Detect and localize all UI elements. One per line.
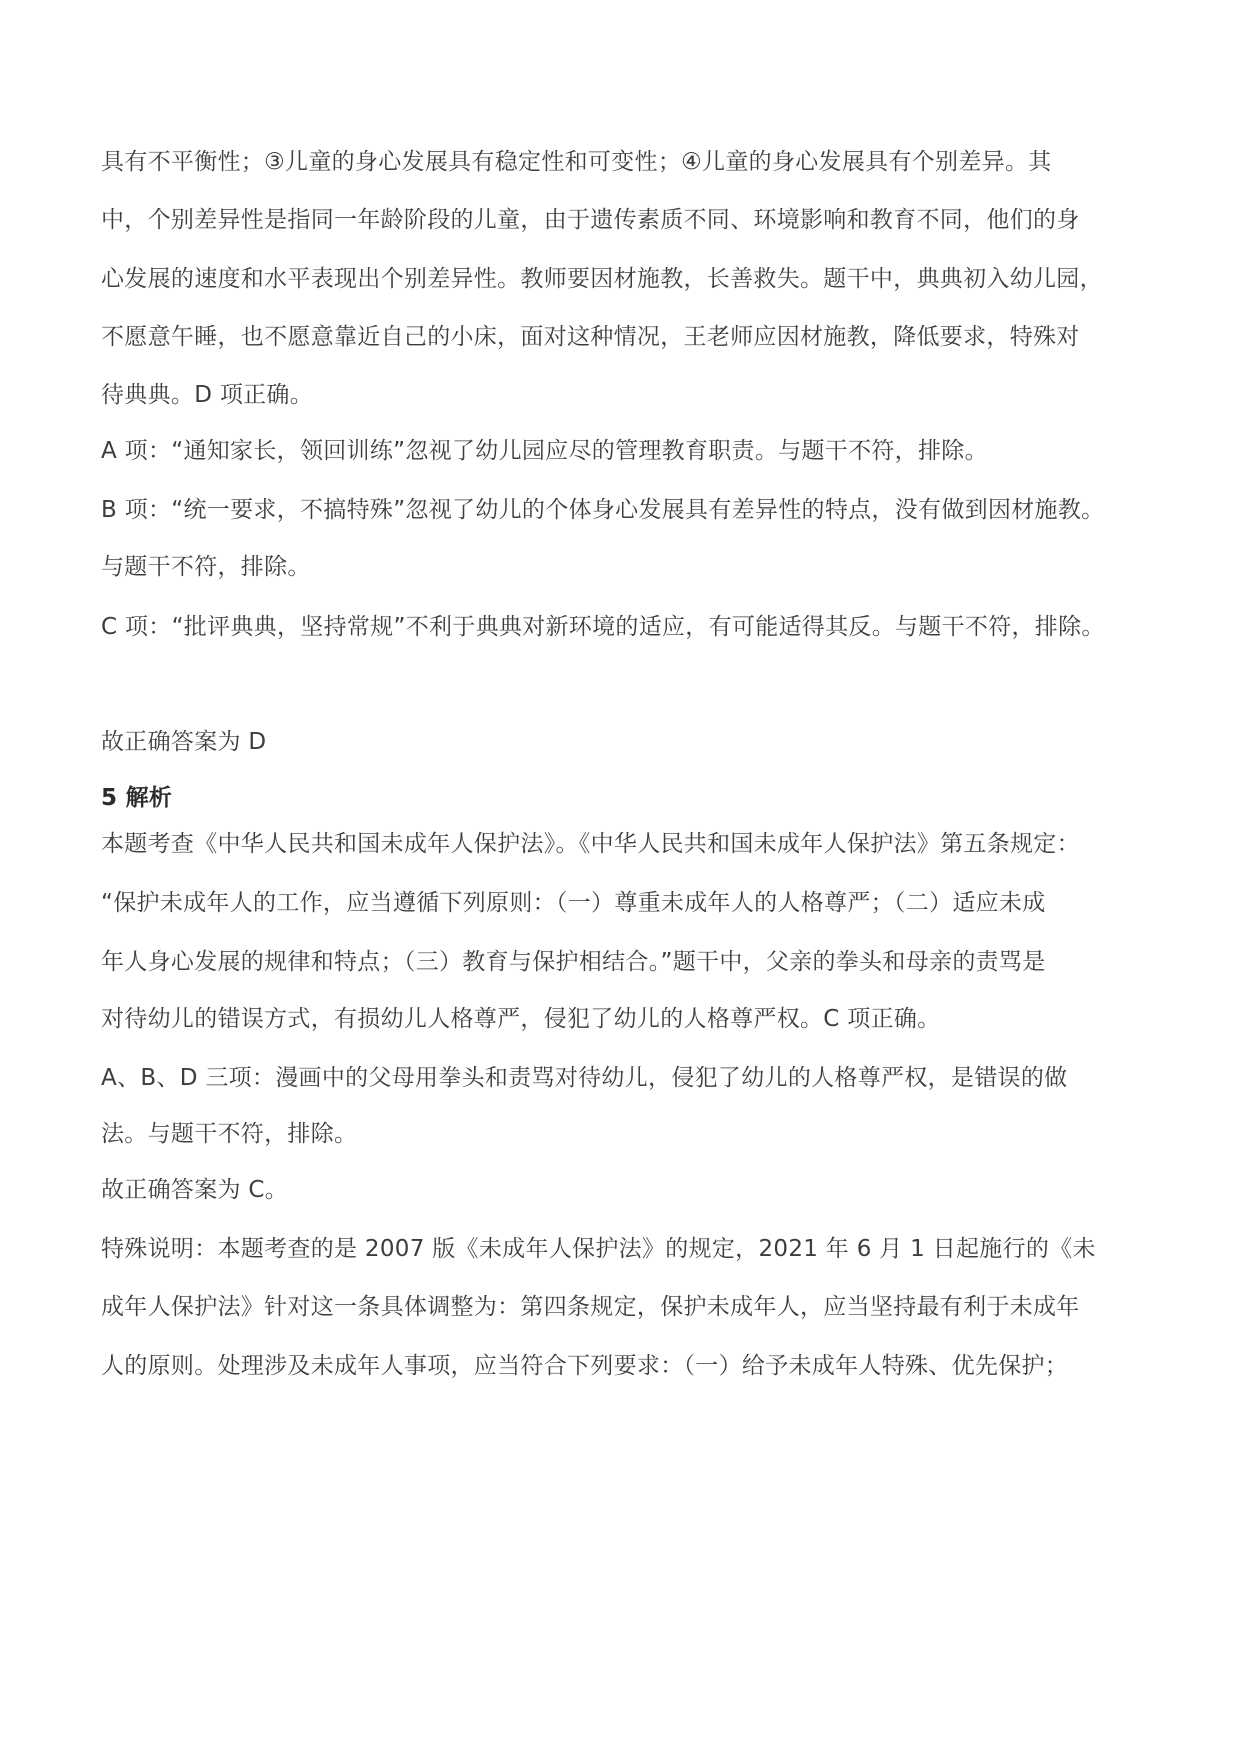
correct-answer-line: 故正确答案为 C。 xyxy=(101,1177,289,1203)
paragraph-line: 人的原则。处理涉及未成年人事项，应当符合下列要求：（一）给予未成年人特殊、优先保护； xyxy=(101,1353,1069,1379)
option-c-analysis: C 项：“批评典典，坚持常规”不利于典典对新环境的适应，有可能适得其反。与题干不符，排除。 xyxy=(101,614,1105,640)
option-a-analysis: A 项：“通知家长，领回训练”忽视了幼儿园应尽的管理教育职责。与题干不符，排除。 xyxy=(101,438,988,464)
paragraph-line: 不愿意午睡，也不愿意靠近自己的小床，面对这种情况，王老师应因材施教，降低要求，特殊对 xyxy=(101,324,1080,350)
option-abd-analysis: A、B、D 三项：漫画中的父母用拳头和责骂对待幼儿，侵犯了幼儿的人格尊严权，是错误的做 xyxy=(101,1065,1068,1091)
paragraph-line: 本题考查《中华人民共和国未成年人保护法》。《中华人民共和国未成年人保护法》第五条规定： xyxy=(101,831,1080,857)
correct-answer-line: 故正确答案为 D xyxy=(101,729,267,755)
paragraph-line: 中，个别差异性是指同一年龄阶段的儿童，由于遗传素质不同、环境影响和教育不同，他们的身 xyxy=(101,207,1080,233)
paragraph-line: 成年人保护法》针对这一条具体调整为：第四条规定，保护未成年人，应当坚持最有利于未成年 xyxy=(101,1294,1080,1320)
paragraph-line: 具有不平衡性；③儿童的身心发展具有稳定性和可变性；④儿童的身心发展具有个别差异。其 xyxy=(101,149,1052,175)
section-heading: 5 解析 xyxy=(101,785,173,811)
paragraph-line: 年人身心发展的规律和特点；（三）教育与保护相结合。”题干中，父亲的拳头和母亲的责骂是 xyxy=(101,949,1046,975)
paragraph-line: 法。与题干不符，排除。 xyxy=(101,1121,358,1147)
option-b-analysis: B 项：“统一要求，不搞特殊”忽视了幼儿的个体身心发展具有差异性的特点，没有做到因材施教。 xyxy=(101,497,1105,523)
paragraph-line: 对待幼儿的错误方式，有损幼儿人格尊严，侵犯了幼儿的人格尊严权。C 项正确。 xyxy=(101,1006,941,1032)
paragraph-line: 待典典。D 项正确。 xyxy=(101,382,314,408)
paragraph-line: “保护未成年人的工作，应当遵循下列原则：（一）尊重未成年人的人格尊严；（二）适应未成 xyxy=(101,890,1046,916)
paragraph-line: 心发展的速度和水平表现出个别差异性。教师要因材施教，长善救失。题干中，典典初入幼儿园， xyxy=(101,266,1103,292)
paragraph-line: 与题干不符，排除。 xyxy=(101,554,311,580)
special-note-line: 特殊说明：本题考查的是 2007 版《未成年人保护法》的规定，2021 年 6 月 1 日起施行的《未 xyxy=(101,1236,1096,1262)
